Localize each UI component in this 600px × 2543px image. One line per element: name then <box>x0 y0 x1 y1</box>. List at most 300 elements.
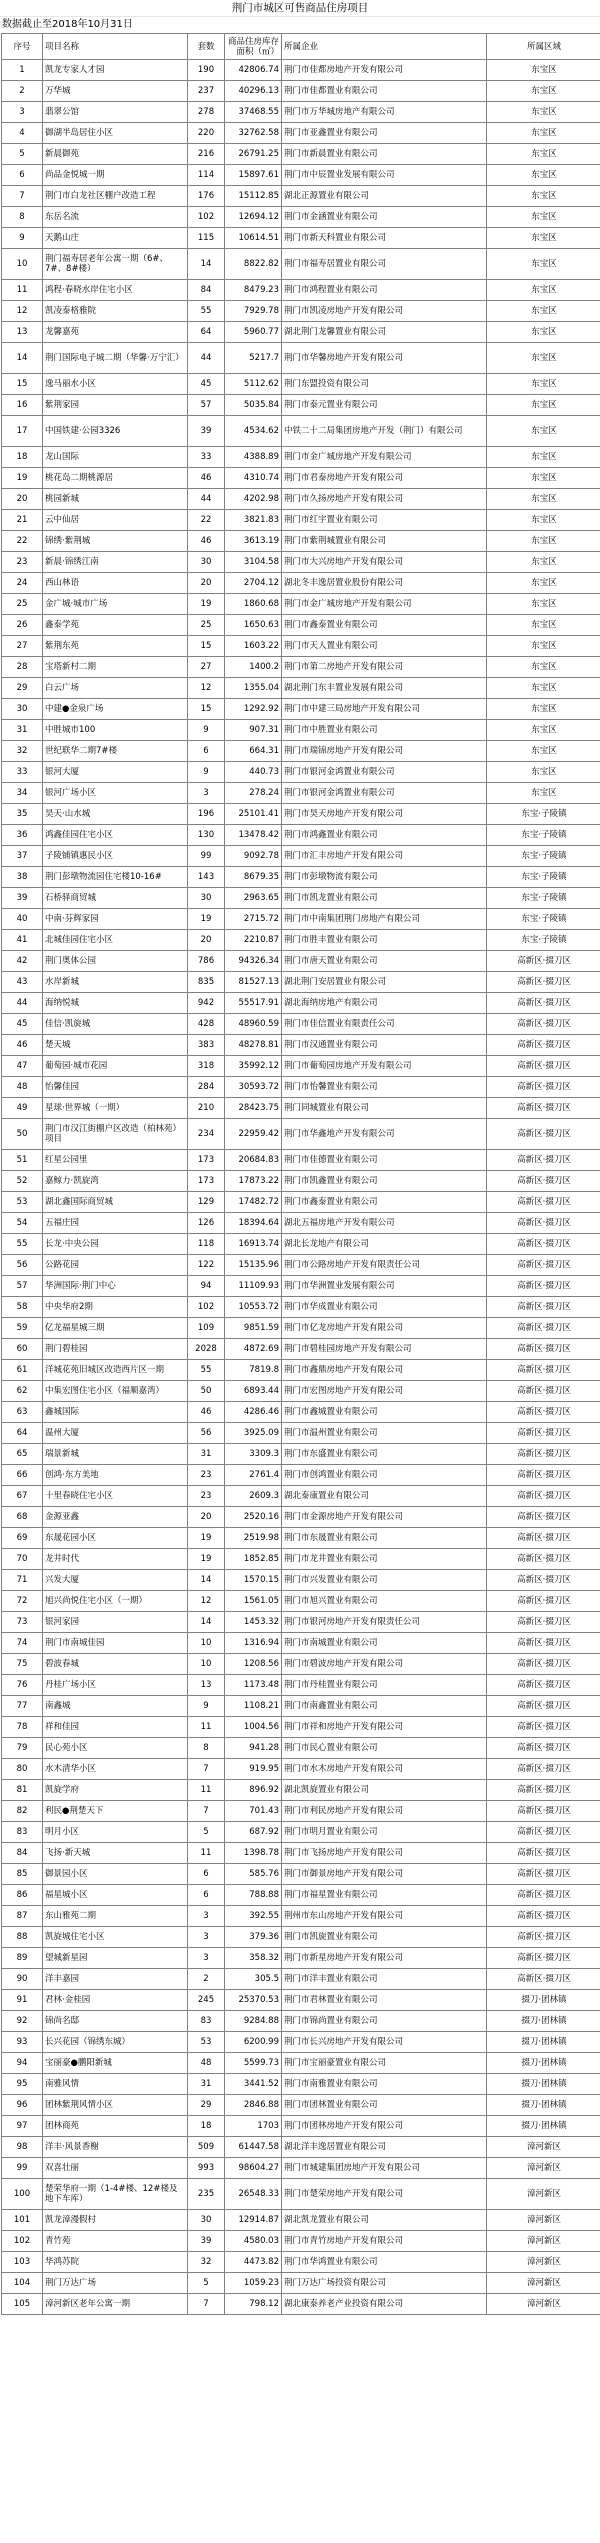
inventory-area: 1603.22 <box>225 636 282 657</box>
table-body <box>2 60 600 2315</box>
district: 高新区·掇刀区 <box>487 1612 600 1633</box>
inventory-area: 17482.72 <box>225 1192 282 1213</box>
inventory-area: 48278.81 <box>225 1035 282 1056</box>
company-name: 荆门市鑫城置业有限公司 <box>282 1402 487 1423</box>
district: 东宝·子陵镇 <box>487 888 600 909</box>
district: 高新区·掇刀区 <box>487 1591 600 1612</box>
table-row <box>2 930 600 951</box>
inventory-area: 16913.74 <box>225 1234 282 1255</box>
inventory-area: 5960.77 <box>225 322 282 343</box>
company-name: 荆门市佳信置业有限责任公司 <box>282 1014 487 1035</box>
table-row <box>2 1014 600 1035</box>
unit-count: 14 <box>188 1570 225 1591</box>
inventory-area: 18394.64 <box>225 1213 282 1234</box>
district: 高新区·掇刀区 <box>487 1035 600 1056</box>
project-name: 中南·芬辉家园 <box>43 909 188 930</box>
project-name: 碧波春城 <box>43 1654 188 1675</box>
inventory-area: 5112.62 <box>225 374 282 395</box>
district: 东宝区 <box>487 573 600 594</box>
project-name: 鸿鑫佳园住宅小区 <box>43 825 188 846</box>
company-name: 湖北康泰养老产业投资有限公司 <box>282 2294 487 2315</box>
table-row <box>2 60 600 81</box>
company-name: 荆门市民心置业有限公司 <box>282 1738 487 1759</box>
project-name: 荆门奥体公园 <box>43 951 188 972</box>
row-index: 90 <box>2 1969 43 1990</box>
inventory-area: 1208.56 <box>225 1654 282 1675</box>
project-name: 新晨·锦绣江南 <box>43 552 188 573</box>
project-name: 金广城·城市广场 <box>43 594 188 615</box>
table-row <box>2 741 600 762</box>
unit-count: 5 <box>188 1822 225 1843</box>
unit-count: 318 <box>188 1056 225 1077</box>
table-row <box>2 81 600 102</box>
row-index: 62 <box>2 1381 43 1402</box>
project-name: 天鹅山庄 <box>43 228 188 249</box>
company-name: 荆门市瑞锦房地产开发有限公司 <box>282 741 487 762</box>
district: 东宝·子陵镇 <box>487 867 600 888</box>
row-index: 32 <box>2 741 43 762</box>
company-name: 荆门市南雅置业有限公司 <box>282 2074 487 2095</box>
project-name: 荆门市南城佳园 <box>43 1633 188 1654</box>
table-row <box>2 804 600 825</box>
project-name: 君林·金桂园 <box>43 1990 188 2011</box>
table-row <box>2 2231 600 2252</box>
district: 东宝区 <box>487 720 600 741</box>
inventory-area: 1355.04 <box>225 678 282 699</box>
company-name: 荆门市祥和房地产开发有限公司 <box>282 1717 487 1738</box>
company-name: 荆门市亿龙房地产开发有限公司 <box>282 1318 487 1339</box>
company-name: 湖北冬丰逸居置业股份有限公司 <box>282 573 487 594</box>
unit-count: 15 <box>188 699 225 720</box>
company-name: 荆门市明月置业有限公司 <box>282 1822 487 1843</box>
table-row <box>2 762 600 783</box>
project-name: 团林商苑 <box>43 2116 188 2137</box>
table-row <box>2 228 600 249</box>
inventory-area: 61447.58 <box>225 2137 282 2158</box>
header-unit-count: 套数 <box>188 34 225 60</box>
table-row <box>2 1192 600 1213</box>
inventory-area: 1173.48 <box>225 1675 282 1696</box>
company-name: 荆门市新天科置业有限公司 <box>282 228 487 249</box>
unit-count: 56 <box>188 1423 225 1444</box>
unit-count: 11 <box>188 1843 225 1864</box>
unit-count: 109 <box>188 1318 225 1339</box>
project-name: 祥和佳园 <box>43 1717 188 1738</box>
row-index: 41 <box>2 930 43 951</box>
project-name: 华鸿苏院 <box>43 2252 188 2273</box>
row-index: 57 <box>2 1276 43 1297</box>
company-name: 荆门市中辰置业发展有限公司 <box>282 165 487 186</box>
district: 高新区·掇刀区 <box>487 1444 600 1465</box>
unit-count: 196 <box>188 804 225 825</box>
project-name: 洋丰嘉园 <box>43 1969 188 1990</box>
table-row <box>2 1150 600 1171</box>
table-row <box>2 489 600 510</box>
district: 高新区·掇刀区 <box>487 1255 600 1276</box>
table-row <box>2 1633 600 1654</box>
company-name: 湖北凯龙置业有限公司 <box>282 2210 487 2231</box>
inventory-area: 5599.73 <box>225 2053 282 2074</box>
inventory-area: 4286.46 <box>225 1402 282 1423</box>
company-name: 荆门市万华城房地产有限公司 <box>282 102 487 123</box>
company-name: 湖北长龙地产有限公司 <box>282 1234 487 1255</box>
district: 东宝区 <box>487 489 600 510</box>
company-name: 湖北荆门东丰置业发展有限公司 <box>282 678 487 699</box>
inventory-area: 3613.19 <box>225 531 282 552</box>
inventory-area: 48960.59 <box>225 1014 282 1035</box>
inventory-area: 4872.69 <box>225 1339 282 1360</box>
unit-count: 30 <box>188 2210 225 2231</box>
row-index: 13 <box>2 322 43 343</box>
company-name: 荆门市华成置业有限公司 <box>282 1297 487 1318</box>
table-row <box>2 2137 600 2158</box>
unit-count: 84 <box>188 280 225 301</box>
table-header-row <box>2 34 600 60</box>
unit-count: 143 <box>188 867 225 888</box>
project-name: 逸马丽水小区 <box>43 374 188 395</box>
row-index: 25 <box>2 594 43 615</box>
company-name: 荆门市银河金鸿置业有限公司 <box>282 762 487 783</box>
unit-count: 31 <box>188 1444 225 1465</box>
company-name: 荆门市鑫泰置业有限公司 <box>282 1192 487 1213</box>
unit-count: 99 <box>188 846 225 867</box>
inventory-area: 15897.61 <box>225 165 282 186</box>
project-name: 紫荆家园 <box>43 395 188 416</box>
project-name: 鑫城国际 <box>43 1402 188 1423</box>
project-name: 长龙·中央公园 <box>43 1234 188 1255</box>
project-name: 凯凌泰格雅院 <box>43 301 188 322</box>
company-name: 湖北海纳房地产有限公司 <box>282 993 487 1014</box>
project-name: 双喜壮丽 <box>43 2158 188 2179</box>
inventory-area: 3441.52 <box>225 2074 282 2095</box>
project-name: 兴发大厦 <box>43 1570 188 1591</box>
table-row <box>2 1234 600 1255</box>
row-index: 80 <box>2 1759 43 1780</box>
district: 高新区·掇刀区 <box>487 1738 600 1759</box>
company-name: 荆门市中建三局房地产开发有限公司 <box>282 699 487 720</box>
unit-count: 835 <box>188 972 225 993</box>
district: 高新区·掇刀区 <box>487 1056 600 1077</box>
company-name: 荆门市中南集团荆门房地产有限公司 <box>282 909 487 930</box>
inventory-area: 28423.75 <box>225 1098 282 1119</box>
district: 东宝·子陵镇 <box>487 804 600 825</box>
project-name: 西山林语 <box>43 573 188 594</box>
table-row <box>2 2252 600 2273</box>
table-row <box>2 615 600 636</box>
table-row <box>2 395 600 416</box>
table-row <box>2 2053 600 2074</box>
table-row <box>2 207 600 228</box>
inventory-area: 7929.78 <box>225 301 282 322</box>
inventory-area: 10553.72 <box>225 1297 282 1318</box>
table-row <box>2 2095 600 2116</box>
project-name: 望城新星园 <box>43 1948 188 1969</box>
unit-count: 102 <box>188 1297 225 1318</box>
district: 东宝区 <box>487 186 600 207</box>
inventory-area: 1004.56 <box>225 1717 282 1738</box>
company-name: 荆州市东山房地产开发有限公司 <box>282 1906 487 1927</box>
district: 高新区·掇刀区 <box>487 1171 600 1192</box>
row-index: 15 <box>2 374 43 395</box>
project-name: 新晨御苑 <box>43 144 188 165</box>
unit-count: 102 <box>188 207 225 228</box>
company-name: 荆门市福寿居置业有限公司 <box>282 249 487 280</box>
inventory-area: 9284.88 <box>225 2011 282 2032</box>
project-name: 鸿程·春晓水岸住宅小区 <box>43 280 188 301</box>
table-row <box>2 165 600 186</box>
row-index: 92 <box>2 2011 43 2032</box>
project-name: 东晟花园小区 <box>43 1528 188 1549</box>
company-name: 荆门市团林置业有限公司 <box>282 2095 487 2116</box>
row-index: 54 <box>2 1213 43 1234</box>
district: 漳河新区 <box>487 2294 600 2315</box>
unit-count: 30 <box>188 888 225 909</box>
unit-count: 3 <box>188 1927 225 1948</box>
company-name: 荆门市金广城房地产开发有限公司 <box>282 594 487 615</box>
company-name: 荆门市城建集团房地产开发有限公司 <box>282 2158 487 2179</box>
company-name: 荆门市凯旋置业有限公司 <box>282 1927 487 1948</box>
inventory-area: 701.43 <box>225 1801 282 1822</box>
table-row <box>2 1213 600 1234</box>
unit-count: 9 <box>188 1696 225 1717</box>
unit-count: 245 <box>188 1990 225 2011</box>
project-name: 明月小区 <box>43 1822 188 1843</box>
row-index: 35 <box>2 804 43 825</box>
row-index: 5 <box>2 144 43 165</box>
row-index: 101 <box>2 2210 43 2231</box>
row-index: 56 <box>2 1255 43 1276</box>
project-name: 嘉鲸力·凯旋湾 <box>43 1171 188 1192</box>
row-index: 99 <box>2 2158 43 2179</box>
row-index: 18 <box>2 447 43 468</box>
unit-count: 6 <box>188 1885 225 1906</box>
table-row <box>2 1549 600 1570</box>
district: 高新区·掇刀区 <box>487 1759 600 1780</box>
unit-count: 237 <box>188 81 225 102</box>
table-row <box>2 867 600 888</box>
row-index: 26 <box>2 615 43 636</box>
unit-count: 12 <box>188 678 225 699</box>
project-name: 荆门彭墩物流园住宅楼10-16# <box>43 867 188 888</box>
unit-count: 33 <box>188 447 225 468</box>
project-name: 洋丰·风景香榭 <box>43 2137 188 2158</box>
row-index: 45 <box>2 1014 43 1035</box>
district: 高新区·掇刀区 <box>487 1801 600 1822</box>
row-index: 100 <box>2 2179 43 2210</box>
inventory-area: 3925.09 <box>225 1423 282 1444</box>
company-name: 荆门市金涵置业有限公司 <box>282 207 487 228</box>
project-name: 尚品金悦城一期 <box>43 165 188 186</box>
unit-count: 129 <box>188 1192 225 1213</box>
row-index: 28 <box>2 657 43 678</box>
table-row <box>2 783 600 804</box>
inventory-area: 1860.68 <box>225 594 282 615</box>
inventory-area: 2704.12 <box>225 573 282 594</box>
row-index: 34 <box>2 783 43 804</box>
unit-count: 284 <box>188 1077 225 1098</box>
unit-count: 22 <box>188 510 225 531</box>
row-index: 31 <box>2 720 43 741</box>
table-row <box>2 1948 600 1969</box>
unit-count: 20 <box>188 573 225 594</box>
inventory-area: 2761.4 <box>225 1465 282 1486</box>
district: 漳河新区 <box>487 2273 600 2294</box>
project-name: 御湖半岛居住小区 <box>43 123 188 144</box>
company-name: 荆门市中胜置业有限公司 <box>282 720 487 741</box>
row-index: 65 <box>2 1444 43 1465</box>
inventory-area: 798.12 <box>225 2294 282 2315</box>
table-row <box>2 1360 600 1381</box>
company-name: 荆门市御景房地产开发有限公司 <box>282 1864 487 1885</box>
project-name: 创鸿·东方美地 <box>43 1465 188 1486</box>
inventory-area: 22959.42 <box>225 1119 282 1150</box>
company-name: 荆门市长兴房地产开发有限公司 <box>282 2032 487 2053</box>
company-name: 荆门市佳都置业有限公司 <box>282 81 487 102</box>
row-index: 76 <box>2 1675 43 1696</box>
project-name: 荆门市白龙社区棚户改造工程 <box>43 186 188 207</box>
row-index: 61 <box>2 1360 43 1381</box>
company-name: 荆门市鸿鑫置业有限公司 <box>282 825 487 846</box>
unit-count: 210 <box>188 1098 225 1119</box>
table-row <box>2 1990 600 2011</box>
district: 高新区·掇刀区 <box>487 1528 600 1549</box>
project-name: 旭兴尚悦住宅小区（一期） <box>43 1591 188 1612</box>
district: 高新区·掇刀区 <box>487 1098 600 1119</box>
table-row <box>2 2158 600 2179</box>
district: 东宝·子陵镇 <box>487 909 600 930</box>
unit-count: 942 <box>188 993 225 1014</box>
table-row <box>2 1906 600 1927</box>
project-name: 南鑫城 <box>43 1696 188 1717</box>
district: 高新区·掇刀区 <box>487 972 600 993</box>
project-name: 荆门碧桂园 <box>43 1339 188 1360</box>
table-row <box>2 888 600 909</box>
company-name: 荆门市青竹房地产开发有限公司 <box>282 2231 487 2252</box>
inventory-area: 5217.7 <box>225 343 282 374</box>
unit-count: 39 <box>188 416 225 447</box>
inventory-area: 2846.88 <box>225 2095 282 2116</box>
row-index: 17 <box>2 416 43 447</box>
inventory-area: 4534.62 <box>225 416 282 447</box>
row-index: 37 <box>2 846 43 867</box>
inventory-area: 2715.72 <box>225 909 282 930</box>
company-name: 荆门市团林房地产开发有限公司 <box>282 2116 487 2137</box>
district: 高新区·掇刀区 <box>487 1948 600 1969</box>
district: 东宝·子陵镇 <box>487 930 600 951</box>
company-name: 荆门市泰元置业有限公司 <box>282 395 487 416</box>
unit-count: 15 <box>188 636 225 657</box>
row-index: 102 <box>2 2231 43 2252</box>
table-row <box>2 1759 600 1780</box>
district: 掇刀·团林镇 <box>487 2074 600 2095</box>
row-index: 63 <box>2 1402 43 1423</box>
inventory-area: 1059.23 <box>225 2273 282 2294</box>
project-name: 公路花园 <box>43 1255 188 1276</box>
table-row <box>2 1077 600 1098</box>
table-row <box>2 699 600 720</box>
project-name: 东山雅苑二期 <box>43 1906 188 1927</box>
unit-count: 94 <box>188 1276 225 1297</box>
company-name: 荆门市久扬房地产开发有限公司 <box>282 489 487 510</box>
district: 高新区·掇刀区 <box>487 1654 600 1675</box>
inventory-area: 1292.92 <box>225 699 282 720</box>
district: 东宝区 <box>487 374 600 395</box>
table-row <box>2 123 600 144</box>
company-name: 荆门市金广城房地产开发有限公司 <box>282 447 487 468</box>
project-name: 中央华府2期 <box>43 1297 188 1318</box>
table-row <box>2 1717 600 1738</box>
inventory-area: 278.24 <box>225 783 282 804</box>
table-row <box>2 846 600 867</box>
project-name: 昊天·山水城 <box>43 804 188 825</box>
inventory-area: 40296.13 <box>225 81 282 102</box>
row-index: 22 <box>2 531 43 552</box>
row-index: 89 <box>2 1948 43 1969</box>
district: 高新区·掇刀区 <box>487 1843 600 1864</box>
table-row <box>2 249 600 280</box>
project-name: 福星城小区 <box>43 1885 188 1906</box>
company-name: 荆门市华鑫地产开发有限公司 <box>282 1119 487 1150</box>
project-name: 宝丽豪●鹏阳新城 <box>43 2053 188 2074</box>
project-name: 云中仙居 <box>43 510 188 531</box>
unit-count: 18 <box>188 2116 225 2137</box>
table-row <box>2 720 600 741</box>
project-name: 瑞景新城 <box>43 1444 188 1465</box>
row-index: 84 <box>2 1843 43 1864</box>
row-index: 14 <box>2 343 43 374</box>
row-index: 29 <box>2 678 43 699</box>
row-index: 97 <box>2 2116 43 2137</box>
district: 高新区·掇刀区 <box>487 1507 600 1528</box>
company-name: 荆门市新晨置业有限公司 <box>282 144 487 165</box>
row-index: 3 <box>2 102 43 123</box>
inventory-area: 11109.93 <box>225 1276 282 1297</box>
project-name: 红星公园里 <box>43 1150 188 1171</box>
project-name: 水岸新城 <box>43 972 188 993</box>
company-name: 荆门市大兴房地产开发有限公司 <box>282 552 487 573</box>
company-name: 荆门市新星房地产开发有限公司 <box>282 1948 487 1969</box>
district: 高新区·掇刀区 <box>487 1297 600 1318</box>
unit-count: 126 <box>188 1213 225 1234</box>
company-name: 荆门市公路房地产开发有限责任公司 <box>282 1255 487 1276</box>
company-name: 荆门市凯龙置业有限公司 <box>282 888 487 909</box>
district: 东宝区 <box>487 531 600 552</box>
row-index: 21 <box>2 510 43 531</box>
company-name: 荆门市银河房地产开发有限责任公司 <box>282 1612 487 1633</box>
table-row <box>2 1780 600 1801</box>
row-index: 53 <box>2 1192 43 1213</box>
row-index: 40 <box>2 909 43 930</box>
company-name: 荆门市凯鑫置业有限公司 <box>282 1171 487 1192</box>
row-index: 103 <box>2 2252 43 2273</box>
project-name: 荆门市汉江街棚户区改造（柏林苑）项目 <box>43 1119 188 1150</box>
inventory-area: 788.88 <box>225 1885 282 1906</box>
unit-count: 46 <box>188 1402 225 1423</box>
district: 东宝区 <box>487 615 600 636</box>
inventory-area: 8479.23 <box>225 280 282 301</box>
unit-count: 14 <box>188 1612 225 1633</box>
inventory-area: 1398.78 <box>225 1843 282 1864</box>
unit-count: 9 <box>188 762 225 783</box>
inventory-area: 1570.15 <box>225 1570 282 1591</box>
inventory-area: 8822.82 <box>225 249 282 280</box>
company-name: 湖北五福房地产开发有限公司 <box>282 1213 487 1234</box>
company-name: 湖北泰康置业有限公司 <box>282 1486 487 1507</box>
inventory-area: 5035.84 <box>225 395 282 416</box>
header-project-name: 项目名称 <box>43 34 188 60</box>
unit-count: 19 <box>188 1528 225 1549</box>
company-name: 荆门市宏图房地产开发有限公司 <box>282 1381 487 1402</box>
